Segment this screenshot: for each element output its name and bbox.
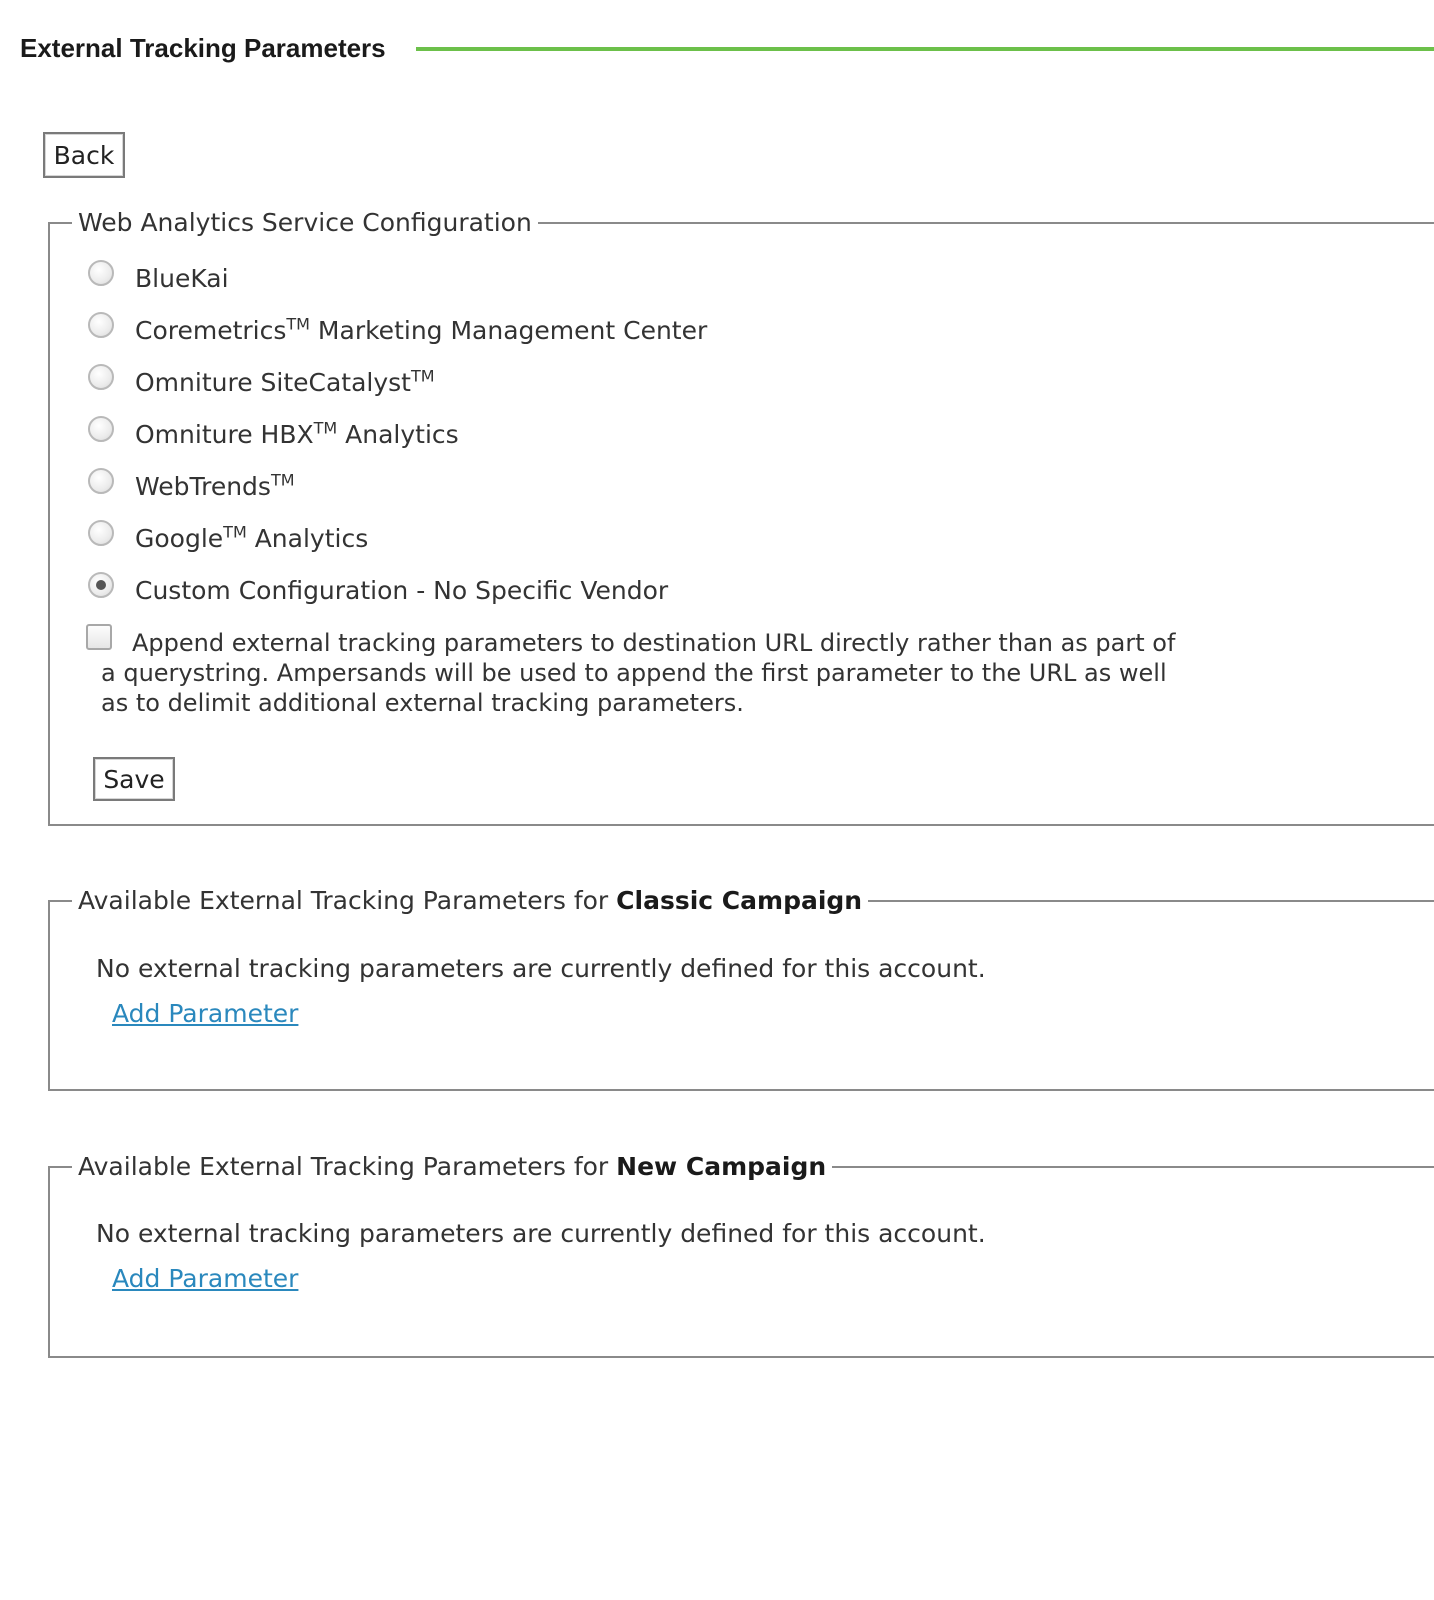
radio-option-custom-configuration[interactable] xyxy=(88,570,668,610)
radio-label: Coremetrics™ Marketing Management Center xyxy=(135,314,708,345)
radio-label: Omniture SiteCatalyst™ xyxy=(135,366,435,397)
classic-campaign-legend-bold: Classic Campaign xyxy=(616,886,863,915)
new-campaign-legend-bold: New Campaign xyxy=(616,1152,827,1181)
header-divider xyxy=(416,47,1434,51)
radio-label: BlueKai xyxy=(135,263,229,293)
radio-option-omniture-sitecatalyst[interactable] xyxy=(88,362,435,402)
radio-button-selected[interactable] xyxy=(88,572,114,598)
radio-button[interactable] xyxy=(88,312,114,338)
radio-button[interactable] xyxy=(88,468,114,494)
classic-campaign-add-parameter-link[interactable]: Add Parameter xyxy=(112,999,299,1028)
radio-option-bluekai[interactable] xyxy=(88,258,229,298)
new-campaign-legend: Available External Tracking Parameters for New Campaign xyxy=(72,1151,832,1183)
radio-option-omniture-hbx[interactable] xyxy=(88,414,459,454)
append-parameters-label: Append external tracking parameters to destination URL directly rather than as part of a querystring. Ampersands will be used to append the first parameter to the URL as well as to delimit additional external tracking parameters. xyxy=(101,629,1176,717)
new-campaign-group xyxy=(48,1152,1434,1358)
analytics-config-legend: Web Analytics Service Configuration xyxy=(72,207,538,239)
radio-button[interactable] xyxy=(88,520,114,546)
radio-option-webtrends[interactable] xyxy=(88,466,295,506)
classic-campaign-group xyxy=(48,886,1434,1091)
radio-label: Google™ Analytics xyxy=(135,522,369,553)
radio-label: Custom Configuration - No Specific Vendor xyxy=(135,575,669,605)
classic-campaign-empty-message: No external tracking parameters are currently defined for this account. xyxy=(96,954,986,983)
save-button[interactable]: Save xyxy=(93,757,175,801)
radio-label: WebTrends™ xyxy=(135,470,295,501)
classic-campaign-legend: Available External Tracking Parameters for Classic Campaign xyxy=(72,885,868,917)
back-button[interactable]: Back xyxy=(43,132,125,178)
radio-option-coremetrics[interactable] xyxy=(88,310,707,350)
radio-option-google-analytics[interactable] xyxy=(88,518,368,558)
new-campaign-add-parameter-link[interactable]: Add Parameter xyxy=(112,1264,299,1293)
page-header xyxy=(20,28,1434,68)
radio-button[interactable] xyxy=(88,364,114,390)
new-campaign-empty-message: No external tracking parameters are currently defined for this account. xyxy=(96,1219,986,1248)
radio-button[interactable] xyxy=(88,416,114,442)
radio-label: Omniture HBX™ Analytics xyxy=(135,418,459,449)
radio-button[interactable] xyxy=(88,260,114,286)
page-title: External Tracking Parameters xyxy=(20,32,386,63)
